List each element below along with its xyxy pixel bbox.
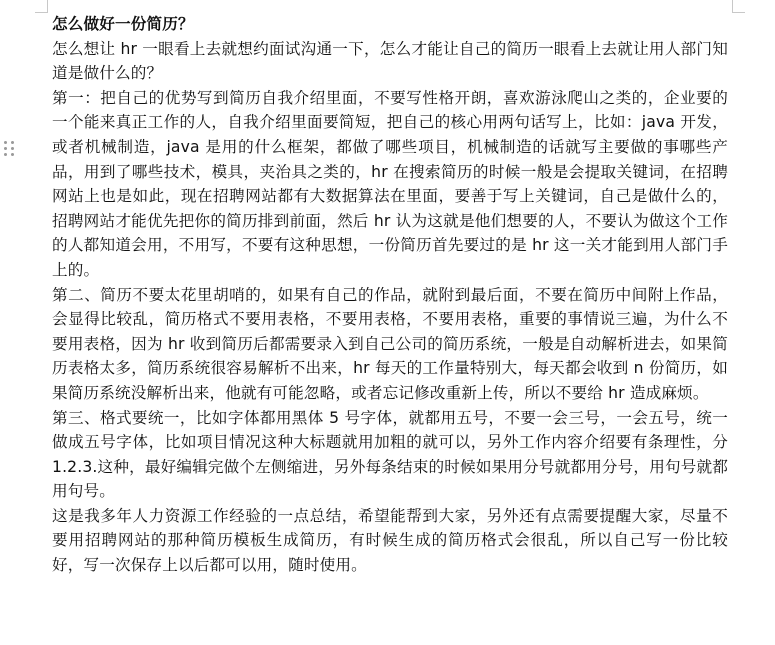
drag-handle-icon[interactable] (4, 141, 16, 157)
document-body (52, 12, 728, 578)
document-title: 怎么做好一份简历？ (52, 15, 194, 33)
paragraph-intro: 怎么想让 hr 一眼看上去就想约面试沟通一下，怎么才能让自己的简历一眼看上去就让用人部门知道是做什么的？ (52, 39, 728, 83)
paragraph-summary: 这是我多年人力资源工作经验的一点总结，希望能帮到大家，另外还有点需要提醒大家，尽量不要用招聘网站的那种简历模板生成简历，有时候生成的简历格式会很乱，所以自己写一份比较好，写一次保存上以后都可以用，随时使用。 (52, 506, 728, 575)
paragraph-point-3: 第三、格式要统一，比如字体都用黑体 5 号字体，就都用五号，不要一会三号，一会五号，统一做成五号字体，比如项目情况这种大标题就用加粗的就可以，另外工作内容介绍要有条理性，分 1.2.3.这种，最好编辑完做个左侧缩进，另外每条结束的时候如果用分号就都用分号，用句号就都用句号。 (52, 408, 728, 501)
page-corner-marker-left (35, 0, 48, 13)
paragraph-point-2: 第二、简历不要太花里胡哨的，如果有自己的作品，就附到最后面，不要在简历中间附上作品，会显得比较乱，简历格式不要用表格，不要用表格，不要用表格，重要的事情说三遍，为什么不要用表格，因为 hr 收到简历后都需要录入到自己公司的简历系统，一般是自动解析进去，如果简历表格太多，简历系统很容易解析不出来，hr 每天的工作量特别大，每天都会收到 n 份简历，如果简历系统没解析出来，他就有可能忽略，或者忘记修改重新上传，所以不要给 hr 造成麻烦。 (52, 285, 728, 402)
page-corner-marker-right (732, 0, 745, 13)
paragraph-point-1: 第一：把自己的优势写到简历自我介绍里面，不要写性格开朗，喜欢游泳爬山之类的，企业要的一个能来真正工作的人，自我介绍里面要简短，把自己的核心用两句话写上，比如：java 开发，或者机械制造，java 是用的什么框架，都做了哪些项目，机械制造的话就写主要做的事哪些产品，用到了哪些技术，模具，夹治具之类的，hr 在搜索简历的时候一般是会提取关键词，在招聘网站上也是如此，现在招聘网站都有大数据算法在里面，要善于写上关键词，自己是做什么的，招聘网站才能优先把你的简历排到前面，然后 hr 认为这就是他们想要的人，不要认为做这个工作的人都知道会用，不用写，不要有这种思想，一份简历首先要过的是 hr 这一关才能到用人部门手上的。 (52, 88, 728, 279)
